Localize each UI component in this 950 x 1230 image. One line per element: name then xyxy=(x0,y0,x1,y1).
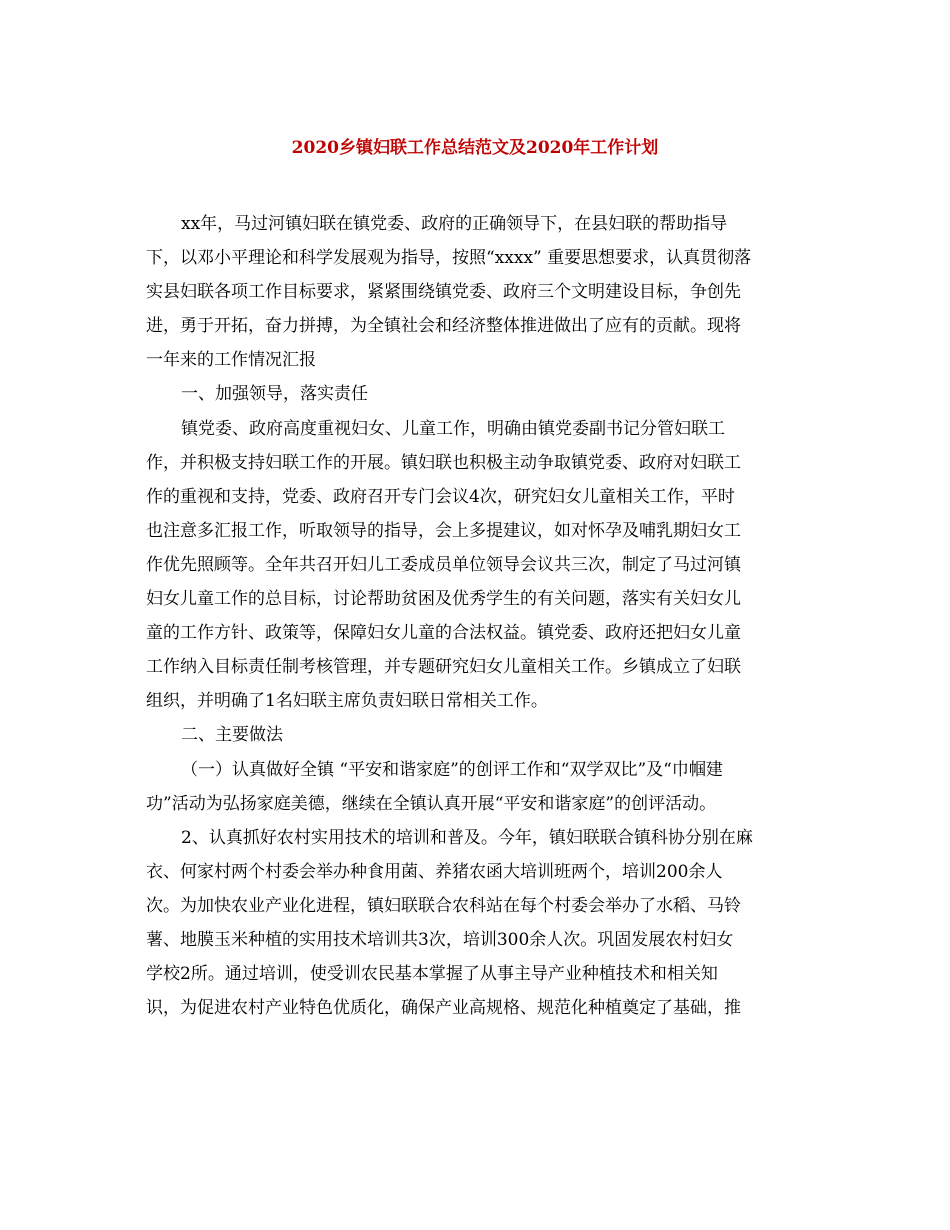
paragraph-line: 二、主要做法 xyxy=(181,725,283,746)
paragraph-line: 2、认真抓好农村实用技术的培训和普及。今年，镇妇联联合镇科协分别在麻 xyxy=(181,827,753,848)
paragraph-line: 下，以邓小平理论和科学发展观为指导，按照“xxxx” 重要思想要求，认真贯彻落 xyxy=(146,248,752,269)
paragraph-line: 学校2所。通过培训，使受训农民基本掌握了从事主导产业种植技术和相关知 xyxy=(146,964,718,985)
paragraph-line: 一年来的工作情况汇报 xyxy=(146,350,316,371)
paragraph-line: 一、加强领导，落实责任 xyxy=(181,384,368,405)
paragraph-line: 实县妇联各项工作目标要求，紧紧围绕镇党委、政府三个文明建设目标，争创先 xyxy=(146,282,741,303)
paragraph-line: 妇女儿童工作的总目标，讨论帮助贫困及优秀学生的有关问题，落实有关妇女儿 xyxy=(146,589,741,610)
paragraph-line: （一）认真做好全镇 “平安和谐家庭”的创评工作和“双学双比”及“巾帼建 xyxy=(181,759,723,780)
paragraph-line: 作优先照顾等。全年共召开妇儿工委成员单位领导会议共三次，制定了马过河镇 xyxy=(146,554,741,575)
paragraph-line: 镇党委、政府高度重视妇女、儿童工作，明确由镇党委副书记分管妇联工 xyxy=(181,418,725,439)
paragraph-line: 衣、何家村两个村委会举办种食用菌、养猪农函大培训班两个，培训200余人 xyxy=(146,861,723,882)
paragraph-line: 作，并积极支持妇联工作的开展。镇妇联也积极主动争取镇党委、政府对妇联工 xyxy=(146,452,741,473)
paragraph-line: 工作纳入目标责任制考核管理，并专题研究妇女儿童相关工作。乡镇成立了妇联 xyxy=(146,657,741,678)
paragraph-line: xx年，马过河镇妇联在镇党委、政府的正确领导下，在县妇联的帮助指导 xyxy=(181,214,728,234)
paragraph-line: 功”活动为弘扬家庭美德，继续在全镇认真开展“平安和谐家庭”的创评活动。 xyxy=(146,793,717,814)
paragraph-line: 作的重视和支持，党委、政府召开专门会议4次，研究妇女儿童相关工作，平时 xyxy=(146,486,735,507)
paragraph-line: 进，勇于开拓，奋力拼搏，为全镇社会和经济整体推进做出了应有的贡献。现将 xyxy=(146,316,741,337)
paragraph-line: 薯、地膜玉米种植的实用技术培训共3次，培训300余人次。巩固发展农村妇女 xyxy=(146,929,734,950)
paragraph-line: 次。为加快农业产业化进程，镇妇联联合农科站在每个村委会举办了水稻、马铃 xyxy=(146,895,741,916)
document-title: 2020乡镇妇联工作总结范文及2020年工作计划 xyxy=(291,138,659,158)
paragraph-line: 识，为促进农村产业特色优质化，确保产业高规格、规范化种植奠定了基础，推 xyxy=(146,998,741,1019)
document-body xyxy=(146,207,806,1025)
paragraph-line: 组织，并明确了1名妇联主席负责妇联日常相关工作。 xyxy=(146,691,548,712)
paragraph-line: 也注意多汇报工作，听取领导的指导，会上多提建议，如对怀孕及哺乳期妇女工 xyxy=(146,520,741,541)
paragraph-line: 童的工作方针、政策等，保障妇女儿童的合法权益。镇党委、政府还把妇女儿童 xyxy=(146,623,741,644)
